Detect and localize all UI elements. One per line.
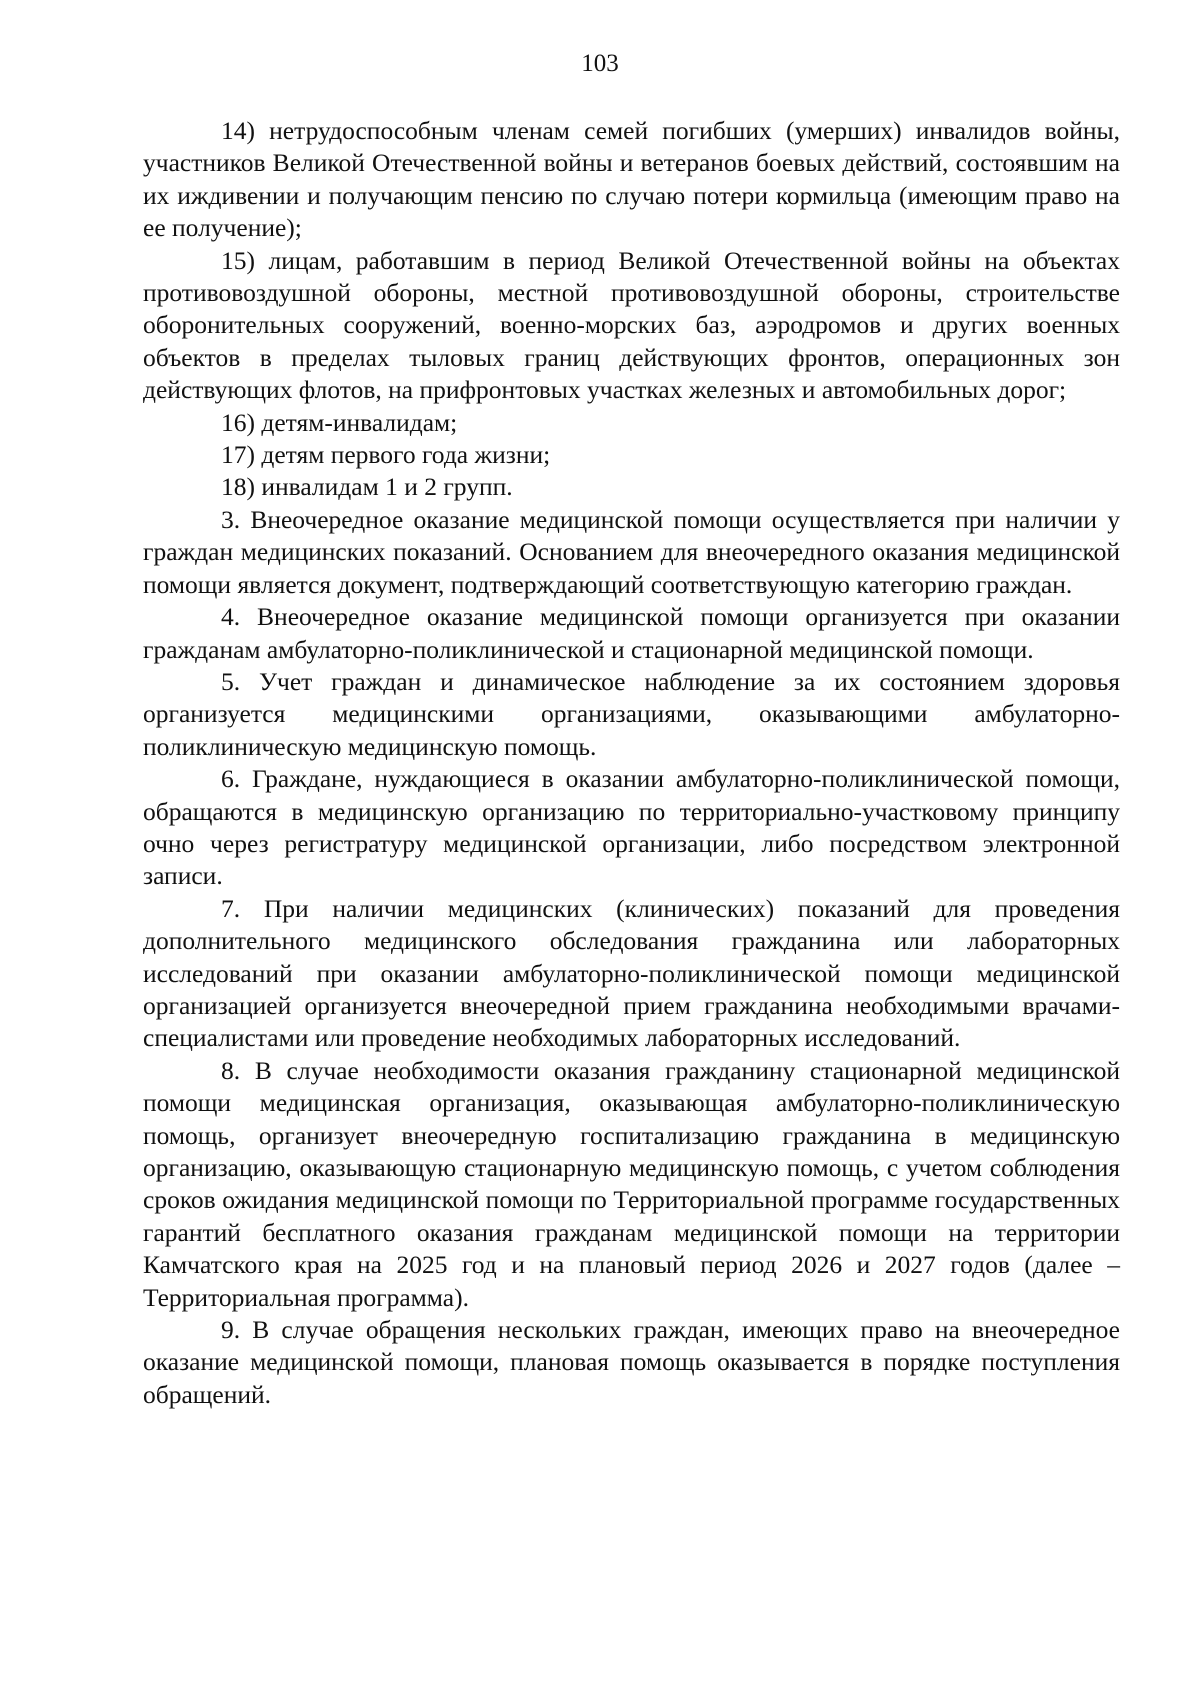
- page-number: 103: [581, 50, 619, 77]
- section-6: 6. Граждане, нуждающиеся в оказании амбулаторно-поликлинической помощи, обращаются в медицинскую организацию по территориально-участковому принципу очно через регистратуру медицинской организации, либо посредством электронной записи.: [143, 764, 1120, 891]
- section-7: 7. При наличии медицинских (клинических) показаний для проведения дополнительного медицинского обследования гражданина или лабораторных исследований при оказании амбулаторно-поликлинической помощи медицинской организацией организуется внеочередной прием гражданина необходимыми врачами-специалистами или проведение необходимых лабораторных исследований.: [143, 893, 1120, 1053]
- document-body: [143, 115, 1120, 1411]
- paragraph-18: 18) инвалидам 1 и 2 групп.: [221, 472, 513, 502]
- paragraph-15: 15) лицам, работавшим в период Великой Отечественной войны на объектах противовоздушной обороны, местной противовоздушной обороны, строительстве оборонительных сооружений, военно-морских баз, аэродромов и других военных объектов в пределах тыловых границ действующих фронтов, операционных зон действующих флотов, на прифронтовых участках железных и автомобильных дорог;: [143, 245, 1120, 405]
- paragraph-16: 16) детям-инвалидам;: [221, 407, 458, 437]
- paragraph-17: 17) детям первого года жизни;: [221, 440, 551, 470]
- section-5: 5. Учет граждан и динамическое наблюдение за их состоянием здоровья организуется медицинскими организациями, оказывающими амбулаторно-поликлиническую медицинскую помощь.: [143, 666, 1120, 761]
- section-9: 9. В случае обращения нескольких граждан, имеющих право на внеочередное оказание медицинской помощи, плановая помощь оказывается в порядке поступления обращений.: [143, 1315, 1120, 1409]
- section-8: 8. В случае необходимости оказания гражданину стационарной медицинской помощи медицинская организация, оказывающая амбулаторно-поликлиническую помощь, организует внеочередную госпитализацию гражданина в медицинскую организацию, оказывающую стационарную медицинскую помощь, с учетом соблюдения сроков ожидания медицинской помощи по Территориальной программе государственных гарантий бесплатного оказания гражданам медицинской помощи на территории Камчатского края на 2025 год и на плановый период 2026 и 2027 годов (далее – Территориальная программа).: [143, 1055, 1120, 1312]
- section-3: 3. Внеочередное оказание медицинской помощи осуществляется при наличии у граждан медицинских показаний. Основанием для внеочередного оказания медицинской помощи является документ, подтверждающий соответствующую категорию граждан.: [143, 504, 1120, 599]
- section-4: 4. Внеочередное оказание медицинской помощи организуется при оказании гражданам амбулаторно-поликлинической и стационарной медицинской помощи.: [143, 602, 1120, 664]
- paragraph-14: 14) нетрудоспособным членам семей погибших (умерших) инвалидов войны, участников Великой Отечественной войны и ветеранов боевых действий, состоявшим на их иждивении и получающим пенсию по случаю потери кормильца (имеющим право на ее получение);: [143, 116, 1120, 243]
